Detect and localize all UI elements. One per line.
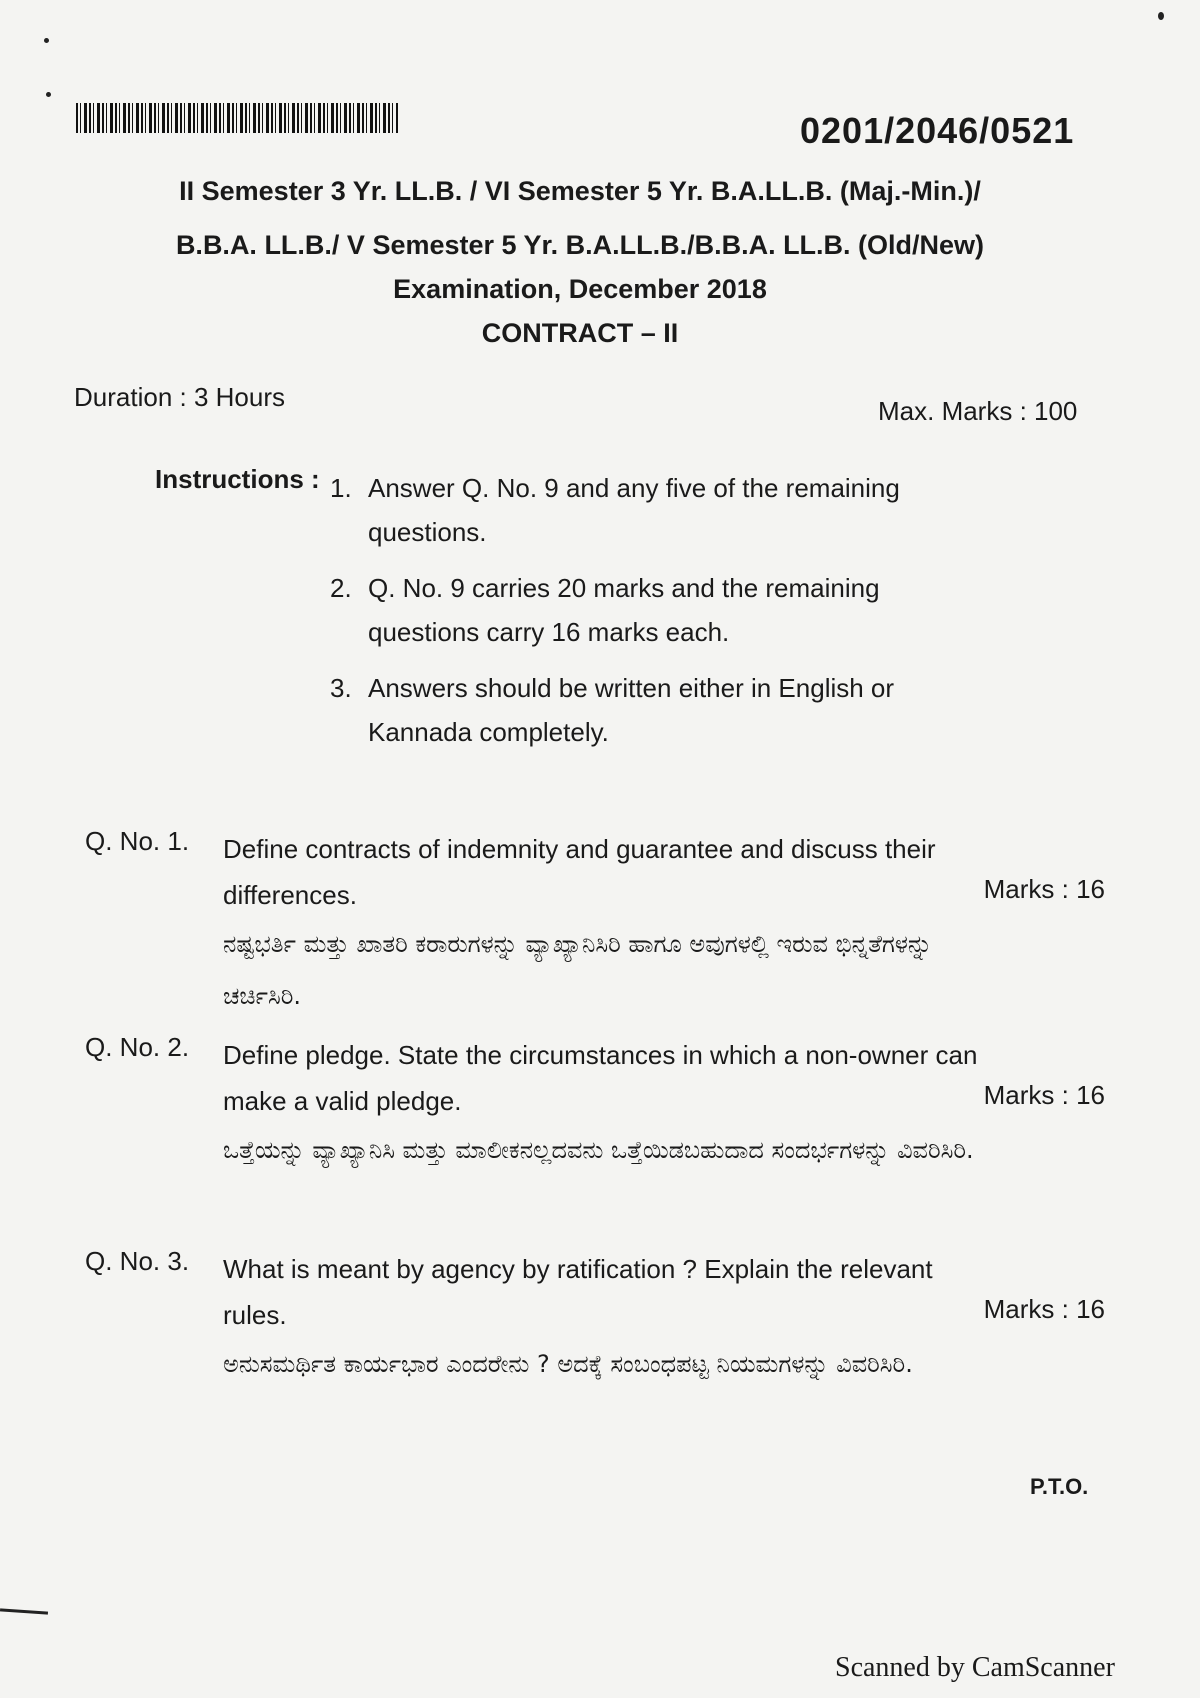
examination-title: Examination, December 2018 — [393, 274, 767, 304]
question-number: Q. No. 2. — [85, 1032, 190, 1062]
instruction-number: 2. — [330, 573, 352, 603]
question-number: Q. No. 3. — [85, 1246, 190, 1276]
question-number: Q. No. 1. — [85, 826, 190, 856]
instruction-number: 3. — [330, 673, 352, 703]
scanner-watermark: Scanned by CamScanner — [835, 1652, 1115, 1683]
header-line-1: II Semester 3 Yr. LL.B. / VI Semester 5 Yr. B.A.LL.B. (Maj.-Min.)/ — [179, 176, 981, 206]
instruction-item — [330, 666, 950, 754]
header-line-2: B.B.A. LL.B./ V Semester 5 Yr. B.A.LL.B./B.B.A. LL.B. (Old/New) — [175, 230, 985, 260]
question-text: What is meant by agency by ratification ? Explain the relevant rules. — [223, 1254, 933, 1330]
instructions-label: Instructions : — [155, 464, 320, 494]
scan-mark — [0, 1608, 48, 1614]
question-marks: Marks : 16 — [983, 1294, 1105, 1324]
instruction-item — [330, 466, 950, 554]
question-marks: Marks : 16 — [983, 874, 1105, 904]
question-text-kannada: ಒತ್ತೆಯನ್ನು ವ್ಯಾಖ್ಯಾನಿಸಿ ಮತ್ತು ಮಾಲೀಕನಲ್ಲದವನು ಒತ್ತೆಯಿಡಬಹುದಾದ ಸಂದರ್ಭಗಳನ್ನು ವಿವರಿಸಿರಿ. — [223, 1136, 974, 1164]
question-text: Define pledge. State the circumstances in which a non-owner can make a valid pledge. — [223, 1040, 978, 1116]
instruction-item — [330, 566, 950, 654]
subject-title: CONTRACT – II — [481, 318, 679, 348]
please-turn-over: P.T.O. — [1030, 1474, 1089, 1499]
instruction-text: Answer Q. No. 9 and any five of the remaining questions. — [368, 473, 900, 547]
barcode — [76, 103, 398, 133]
scan-speck — [44, 38, 49, 43]
question-text: Define contracts of indemnity and guarantee and discuss their differences. — [223, 834, 936, 910]
question-text-kannada: ನಷ್ಟಭರ್ತಿ ಮತ್ತು ಖಾತರಿ ಕರಾರುಗಳನ್ನು ವ್ಯಾಖ್ಯಾನಿಸಿರಿ ಹಾಗೂ ಅವುಗಳಲ್ಲಿ ಇರುವ ಭಿನ್ನತೆಗಳನ್ನು ಚರ್ಚಿಸಿರಿ. — [223, 930, 933, 1010]
paper-code: 0201/2046/0521 — [800, 110, 1075, 151]
question-marks: Marks : 16 — [983, 1080, 1105, 1110]
duration: Duration : 3 Hours — [74, 382, 285, 412]
instruction-text: Q. No. 9 carries 20 marks and the remaining questions carry 16 marks each. — [368, 573, 880, 647]
instruction-number: 1. — [330, 473, 352, 503]
max-marks: Max. Marks : 100 — [878, 396, 1078, 426]
scan-speck — [1158, 12, 1164, 20]
scan-speck — [46, 92, 51, 97]
instruction-text: Answers should be written either in English or Kannada completely. — [368, 673, 895, 747]
question-text-kannada: ಅನುಸಮರ್ಥಿತ ಕಾರ್ಯಭಾರ ಎಂದರೇನು ? ಅದಕ್ಕೆ ಸಂಬಂಧಪಟ್ಟ ನಿಯಮಗಳನ್ನು ವಿವರಿಸಿರಿ. — [223, 1350, 913, 1378]
